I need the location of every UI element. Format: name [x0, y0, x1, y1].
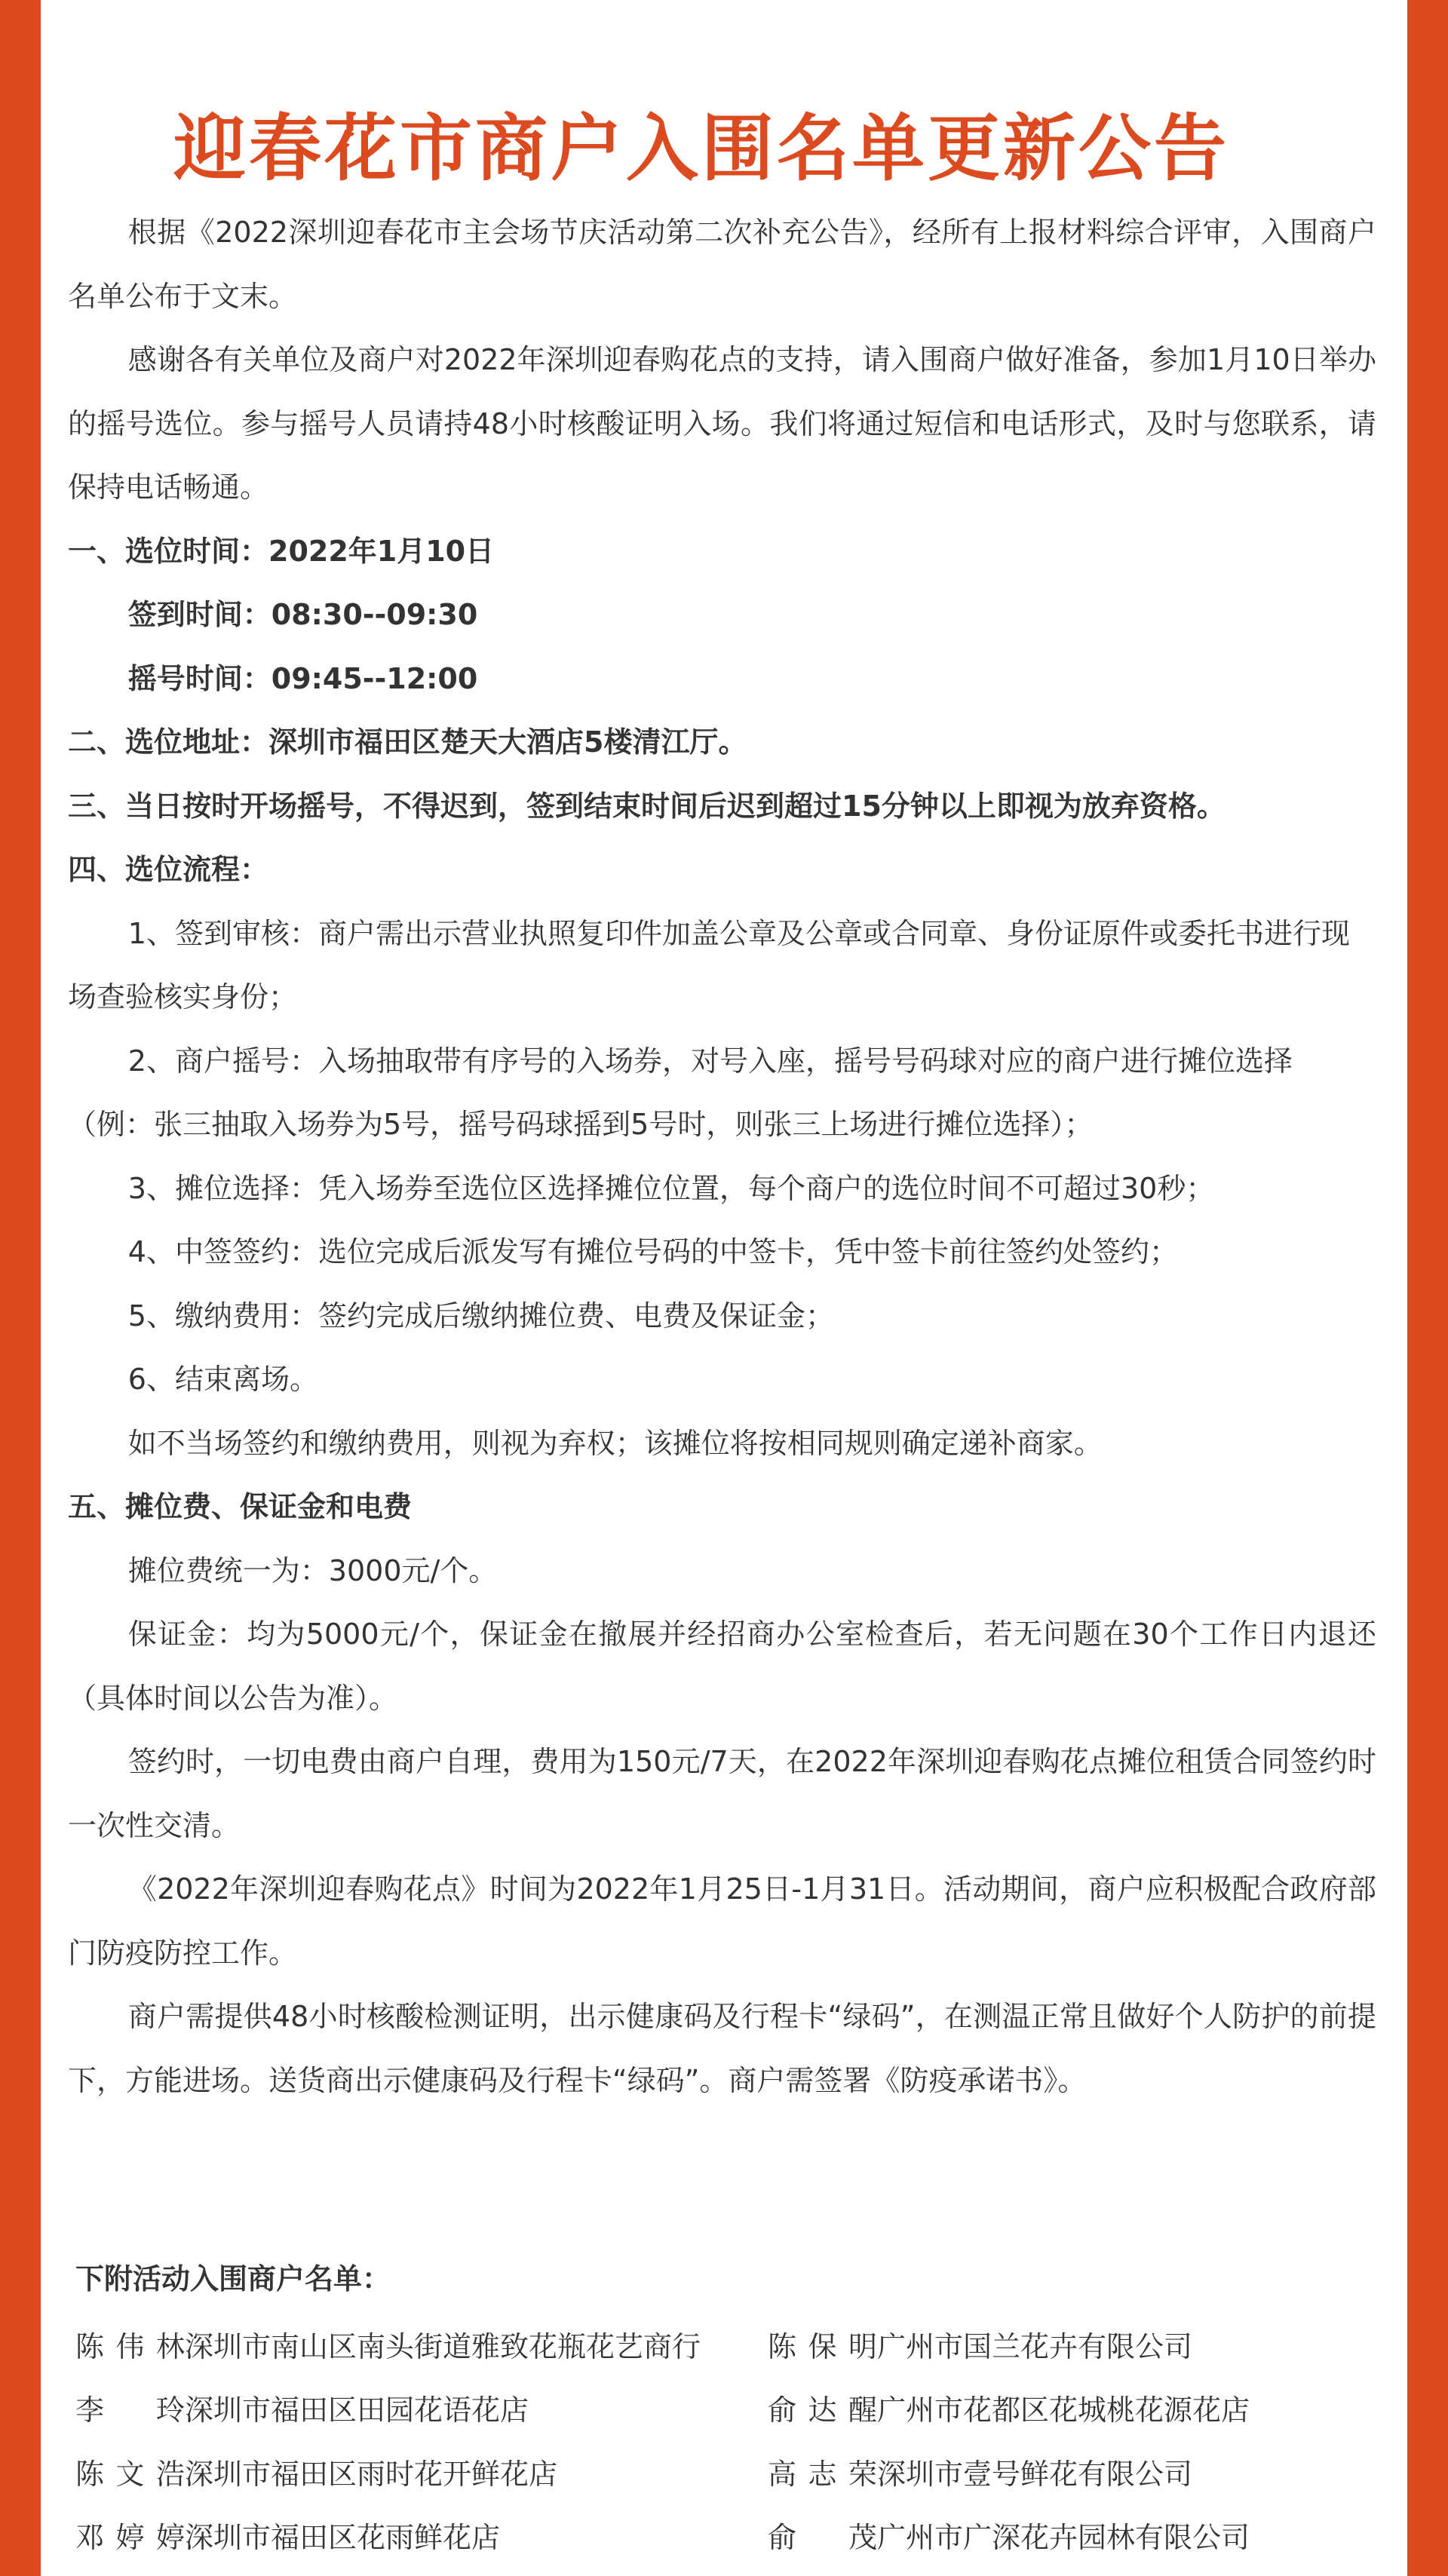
merchant-table [75, 2315, 1388, 2570]
deposit-info: 保证金：均为5000元/个，保证金在撤展并经招商办公室检查后，若无问题在30个工作日内退还（具体时间以公告为准）。 [68, 1618, 1376, 1715]
process-note: 如不当场签约和缴纳费用，则视为弃权；该摊位将按相同规则确定递补商家。 [127, 1426, 1103, 1460]
merchant-company: 深圳市福田区花雨鲜花店 [185, 2521, 501, 2554]
process-step-6: 6、结束离场。 [127, 1363, 318, 1396]
health-requirements: 商户需提供48小时核酸检测证明，出示健康码及行程卡“绿码”，在测温正常且做好个人防护的前提下，方能进场。送货商出示健康码及行程卡“绿码”。商户需签署《防疫承诺书》。 [68, 2000, 1376, 2097]
section-4-heading: 四、选位流程： [68, 853, 269, 886]
process-step-2: 2、商户摇号：入场抽取带有序号的入场券，对号入座，摇号号码球对应的商户进行摊位选择（例：张三抽取入场券为5号，摇号码球摇到5号时，则张三上场进行摊位选择）； [68, 1044, 1293, 1141]
announcement-body [68, 201, 1376, 2112]
electricity-fee: 签约时，一切电费由商户自理，费用为150元/7天，在2022年深圳迎春购花点摊位租赁合同签约时一次性交清。 [68, 1745, 1376, 1842]
merchant-entry [768, 2506, 1386, 2570]
merchant-name: 陈保明 [768, 2329, 877, 2363]
process-step-3: 3、摊位选择：凭入场券至选位区选择摊位位置，每个商户的选位时间不可超过30秒； [127, 1171, 1215, 1205]
merchant-entry [768, 2315, 1386, 2379]
merchant-name: 高志荣 [768, 2457, 877, 2491]
merchant-entry [768, 2378, 1386, 2443]
merchant-name: 陈文浩 [75, 2457, 185, 2491]
signin-time: 签到时间：08:30--09:30 [127, 598, 478, 631]
process-step-5: 5、缴纳费用：签约完成后缴纳摊位费、电费及保证金； [127, 1299, 834, 1332]
merchant-entry [75, 2315, 768, 2379]
intro-paragraph-2: 感谢各有关单位及商户对2022年深圳迎春购花点的支持，请入围商户做好准备，参加1月10日举办的摇号选位。参与摇号人员请持48小时核酸证明入场。我们将通过短信和电话形式，及时与您联系，请保持电话畅通。 [68, 343, 1376, 504]
section-3-heading: 三、当日按时开场摇号，不得迟到，签到结束时间后迟到超过15分钟以上即视为放弃资格。 [68, 789, 1226, 823]
right-border-bar [1407, 0, 1448, 2576]
merchant-company: 深圳市福田区田园花语花店 [185, 2394, 529, 2427]
intro-paragraph-1: 根据《2022深圳迎春花市主会场节庆活动第二次补充公告》，经所有上报材料综合评审，入围商户名单公布于文末。 [68, 216, 1376, 313]
merchant-company: 深圳市壹号鲜花有限公司 [877, 2457, 1193, 2491]
merchant-entry [768, 2443, 1386, 2507]
merchant-company: 深圳市福田区雨时花开鲜花店 [185, 2457, 558, 2491]
left-border-bar [0, 0, 41, 2576]
merchant-entry [75, 2378, 768, 2443]
merchant-list [75, 2247, 1388, 2570]
section-5-heading: 五、摊位费、保证金和电费 [68, 1490, 413, 1523]
lottery-time: 摇号时间：09:45--12:00 [127, 661, 478, 695]
merchant-name: 邓婷婷 [75, 2521, 185, 2554]
event-period: 《2022年深圳迎春购花点》时间为2022年1月25日-1月31日。活动期间，商户应积极配合政府部门防疫防控工作。 [68, 1872, 1376, 1970]
section-1-heading: 一、选位时间：2022年1月10日 [68, 534, 495, 568]
merchant-name: 俞达醒 [768, 2394, 877, 2427]
page-title: 迎春花市商户入围名单更新公告 [173, 106, 1229, 192]
merchant-list-heading: 下附活动入围商户名单： [75, 2262, 391, 2295]
merchant-name: 俞茂 [768, 2521, 877, 2554]
merchant-company: 广州市花都区花城桃花源花店 [877, 2394, 1250, 2427]
merchant-name: 李玲 [75, 2394, 185, 2427]
section-2-heading: 二、选位地址：深圳市福田区楚天大酒店5楼清江厅。 [68, 725, 747, 759]
merchant-company: 广州市广深花卉园林有限公司 [877, 2521, 1250, 2554]
booth-fee: 摊位费统一为：3000元/个。 [127, 1553, 498, 1587]
process-step-4: 4、中签签约：选位完成后派发写有摊位号码的中签卡，凭中签卡前往签约处签约； [127, 1235, 1178, 1268]
merchant-entry [75, 2506, 768, 2570]
merchant-company: 广州市国兰花卉有限公司 [877, 2329, 1193, 2363]
process-step-1: 1、签到审核：商户需出示营业执照复印件加盖公章及公章或合同章、身份证原件或委托书进行现场查验核实身份； [68, 916, 1350, 1014]
merchant-entry [75, 2443, 768, 2507]
merchant-name: 陈伟林 [75, 2329, 185, 2363]
merchant-company: 深圳市南山区南头街道雅致花瓶花艺商行 [185, 2329, 701, 2363]
